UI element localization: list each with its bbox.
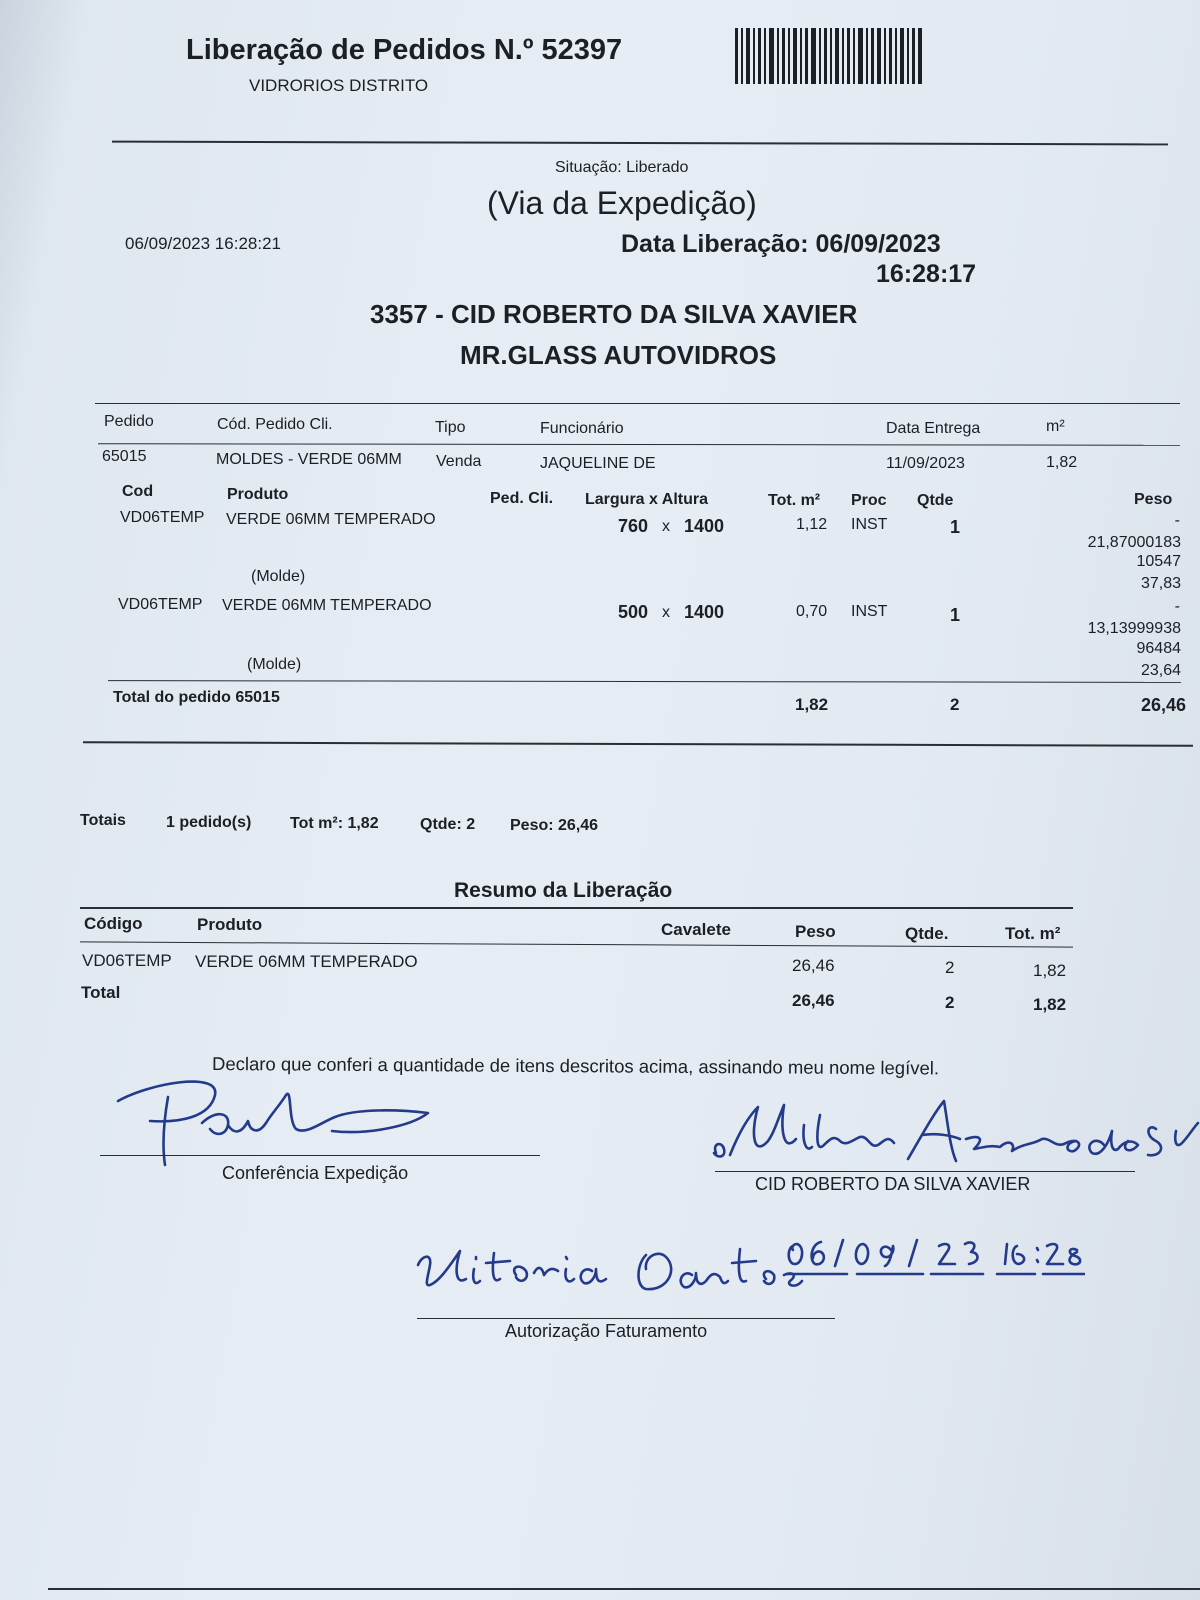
item-cod: VD06TEMP (120, 509, 205, 526)
item-header-ped-cli: Ped. Cli. (490, 490, 554, 507)
item-header-tot-m2: Tot. m² (768, 492, 821, 509)
summary-produto: VERDE 06MM TEMPERADO (195, 952, 418, 971)
item-produto: VERDE 06MM TEMPERADO (222, 597, 432, 614)
company-name: VIDRORIOS DISTRITO (249, 76, 429, 95)
item-produto: VERDE 06MM TEMPERADO (226, 511, 436, 528)
header-divider (112, 141, 1168, 146)
order-pedido: 65015 (102, 448, 147, 465)
summary-header-peso: Peso (795, 922, 836, 941)
order-total-m2: 1,82 (795, 695, 829, 714)
col-header-data-entrega: Data Entrega (886, 420, 981, 437)
summary-tot-m2: 1,82 (1033, 961, 1067, 980)
summary-top-rule (80, 907, 1073, 909)
order-cod-pedido-cli: MOLDES - VERDE 06MM (216, 451, 402, 468)
col-header-m2: m² (1046, 418, 1065, 435)
item-header-proc: Proc (851, 492, 887, 509)
order-total-rule (108, 680, 1181, 683)
status-text: Situação: Liberado (555, 159, 689, 176)
signature-faturamento (410, 1235, 810, 1315)
summary-codigo: VD06TEMP (82, 951, 172, 970)
totals-peso: Peso: 26,46 (510, 817, 599, 834)
item-peso-line1: 13,13999938 (1087, 620, 1181, 637)
summary-title: Resumo da Liberação (454, 879, 673, 902)
item-header-peso: Peso (1134, 491, 1173, 508)
item-altura: 1400 (684, 516, 725, 536)
item-tot-m2: 0,70 (796, 603, 828, 620)
item-header-dims: Largura x Altura (585, 491, 708, 508)
totals-tot-m2: Tot m²: 1,82 (290, 815, 379, 832)
summary-header-codigo: Código (84, 914, 143, 933)
signature-expedicao (110, 1075, 460, 1175)
item-note: (Molde) (251, 568, 306, 585)
totals-label: Totais (80, 812, 126, 829)
summary-qtde: 2 (945, 958, 955, 977)
order-total-label: Total do pedido 65015 (113, 689, 280, 706)
summary-total-label: Total (81, 983, 121, 1002)
handwritten-date (785, 1230, 1085, 1280)
item-header-produto: Produto (227, 486, 289, 503)
signature-label-client: CID ROBERTO DA SILVA XAVIER (755, 1174, 1031, 1194)
release-time: 16:28:17 (876, 260, 977, 288)
order-funcionario: JAQUELINE DE (540, 455, 656, 472)
signature-line-faturamento (417, 1318, 835, 1319)
document-title: Liberação de Pedidos N.º 52397 (186, 34, 623, 66)
item-altura: 1400 (684, 602, 725, 622)
summary-total-qtde: 2 (945, 993, 955, 1012)
item-peso-line3: 37,83 (1140, 575, 1181, 592)
signature-label-expedicao: Conferência Expedição (222, 1163, 409, 1183)
item-header-cod: Cod (122, 483, 154, 500)
summary-total-peso: 26,46 (792, 991, 835, 1010)
order-m2: 1,82 (1046, 454, 1078, 471)
item-largura: 500 (618, 602, 649, 622)
item-header-qtde: Qtde (917, 492, 954, 509)
col-header-pedido: Pedido (104, 413, 154, 430)
declaration-text: Declaro que conferi a quantidade de itens descritos acima, assinando meu nome legível. (211, 1053, 940, 1079)
item-dims-x: x (662, 518, 670, 535)
item-dims-x: x (662, 604, 670, 621)
item-peso-line2: 96484 (1136, 640, 1181, 657)
item-tot-m2: 1,12 (796, 516, 828, 533)
item-qtde: 1 (950, 605, 961, 625)
totals-qtde: Qtde: 2 (420, 816, 476, 833)
barcode (735, 28, 923, 84)
order-data-entrega: 11/09/2023 (886, 455, 965, 472)
item-cod: VD06TEMP (118, 596, 203, 613)
footer-rule (48, 1588, 1200, 1590)
col-header-tipo: Tipo (435, 419, 466, 436)
col-header-funcionario: Funcionário (540, 420, 624, 437)
item-note: (Molde) (247, 656, 302, 673)
item-proc: INST (851, 603, 888, 620)
order-total-peso: 26,46 (1140, 695, 1186, 715)
order-section-divider (83, 741, 1193, 746)
release-date: Data Liberação: 06/09/2023 (621, 230, 941, 258)
item-qtde: 1 (950, 517, 961, 537)
item-peso-line3: 23,64 (1140, 662, 1181, 679)
item-peso-dash: - (1174, 512, 1180, 529)
signature-line-client (715, 1171, 1135, 1172)
summary-header-produto: Produto (197, 915, 263, 934)
signature-line-expedicao (100, 1155, 540, 1156)
item-largura: 760 (618, 516, 649, 536)
totals-pedidos: 1 pedido(s) (166, 814, 252, 831)
copy-label: (Via da Expedição) (487, 185, 757, 221)
summary-header-qtde: Qtde. (905, 924, 949, 943)
printed-datetime: 06/09/2023 16:28:21 (125, 234, 281, 253)
client-company: MR.GLASS AUTOVIDROS (460, 340, 777, 370)
order-tipo: Venda (436, 453, 482, 470)
summary-header-cavalete: Cavalete (661, 920, 731, 939)
summary-header-tot-m2: Tot. m² (1005, 924, 1061, 943)
item-peso-line2: 10547 (1136, 553, 1181, 570)
signature-label-faturamento: Autorização Faturamento (505, 1321, 708, 1341)
item-proc: INST (851, 516, 888, 533)
order-table-top-rule (95, 403, 1180, 404)
client-name: 3357 - CID ROBERTO DA SILVA XAVIER (370, 299, 858, 329)
order-header-rule (98, 443, 1180, 446)
summary-peso: 26,46 (792, 956, 835, 975)
summary-total-tot-m2: 1,82 (1033, 995, 1067, 1014)
order-total-qtde: 2 (950, 695, 960, 714)
signature-client (708, 1095, 1200, 1175)
item-peso-dash: - (1174, 598, 1180, 615)
item-peso-line1: 21,87000183 (1087, 534, 1181, 551)
col-header-cod-pedido-cli: Cód. Pedido Cli. (217, 416, 333, 433)
